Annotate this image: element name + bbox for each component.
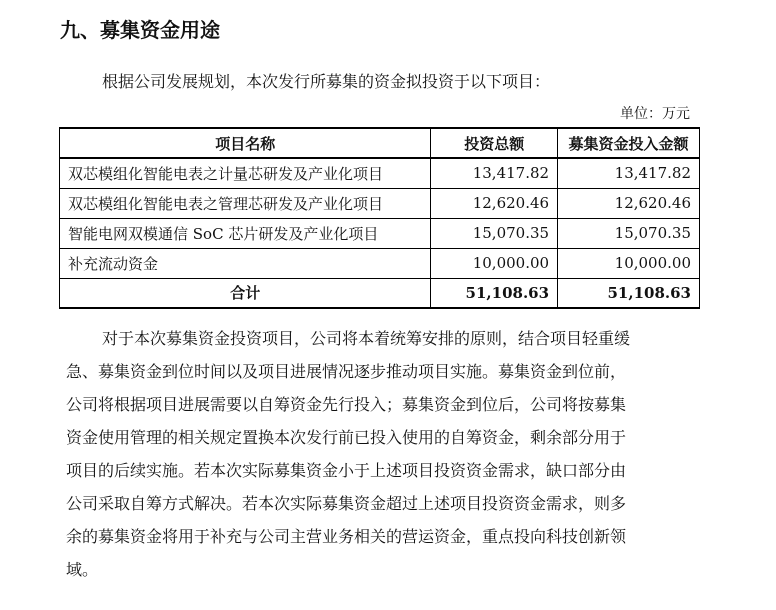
raised-funds-cell: 13,417.82 xyxy=(558,158,700,188)
table-row xyxy=(60,158,700,188)
section-heading: 九、募集资金用途 xyxy=(60,18,220,42)
total-investment-cell: 10,000.00 xyxy=(431,248,558,278)
header-total-investment: 投资总额 xyxy=(431,128,558,158)
project-name-cell: 补充流动资金 xyxy=(60,248,431,278)
unit-label: 单位：万元 xyxy=(620,106,690,122)
table-total-row xyxy=(60,278,700,308)
raised-funds-cell: 10,000.00 xyxy=(558,248,700,278)
header-project-name: 项目名称 xyxy=(60,128,431,158)
total-investment-cell: 13,417.82 xyxy=(431,158,558,188)
project-name-cell: 智能电网双模通信 SoC 芯片研发及产业化项目 xyxy=(60,218,431,248)
raised-funds-sum-cell: 51,108.63 xyxy=(558,278,700,308)
intro-text: 根据公司发展规划，本次发行所募集的资金拟投资于以下项目： xyxy=(102,72,551,91)
total-label-cell: 合计 xyxy=(60,278,431,308)
total-investment-cell: 15,070.35 xyxy=(431,218,558,248)
table-row xyxy=(60,188,700,218)
paragraph-line: 对于本次募集资金投资项目，公司将本着统筹安排的原则，结合项目轻重缓 xyxy=(102,329,631,348)
raised-funds-cell: 15,070.35 xyxy=(558,218,700,248)
project-name-cell: 双芯模组化智能电表之计量芯研发及产业化项目 xyxy=(60,158,431,188)
header-raised-funds: 募集资金投入金额 xyxy=(558,128,700,158)
paragraph-line: 公司采取自筹方式解决。若本次实际募集资金超过上述项目投资资金需求，则多 xyxy=(66,494,627,513)
total-investment-sum-cell: 51,108.63 xyxy=(431,278,558,308)
investment-table xyxy=(59,127,700,309)
table-row xyxy=(60,248,700,278)
paragraph-line: 域。 xyxy=(66,560,99,579)
table-row xyxy=(60,218,700,248)
paragraph-line: 项目的后续实施。若本次实际募集资金小于上述项目投资资金需求，缺口部分由 xyxy=(66,461,627,480)
total-investment-cell: 12,620.46 xyxy=(431,188,558,218)
table-header-row xyxy=(60,128,700,158)
raised-funds-cell: 12,620.46 xyxy=(558,188,700,218)
paragraph-line: 资金使用管理的相关规定置换本次发行前已投入使用的自筹资金，剩余部分用于 xyxy=(66,428,627,447)
paragraph-line: 公司将根据项目进展需要以自筹资金先行投入；募集资金到位后，公司将按募集 xyxy=(66,395,627,414)
paragraph-line: 急、募集资金到位时间以及项目进展情况逐步推动项目实施。募集资金到位前， xyxy=(66,362,627,381)
paragraph-line: 余的募集资金将用于补充与公司主营业务相关的营运资金，重点投向科技创新领 xyxy=(66,527,627,546)
body-paragraph xyxy=(66,322,694,586)
project-name-cell: 双芯模组化智能电表之管理芯研发及产业化项目 xyxy=(60,188,431,218)
